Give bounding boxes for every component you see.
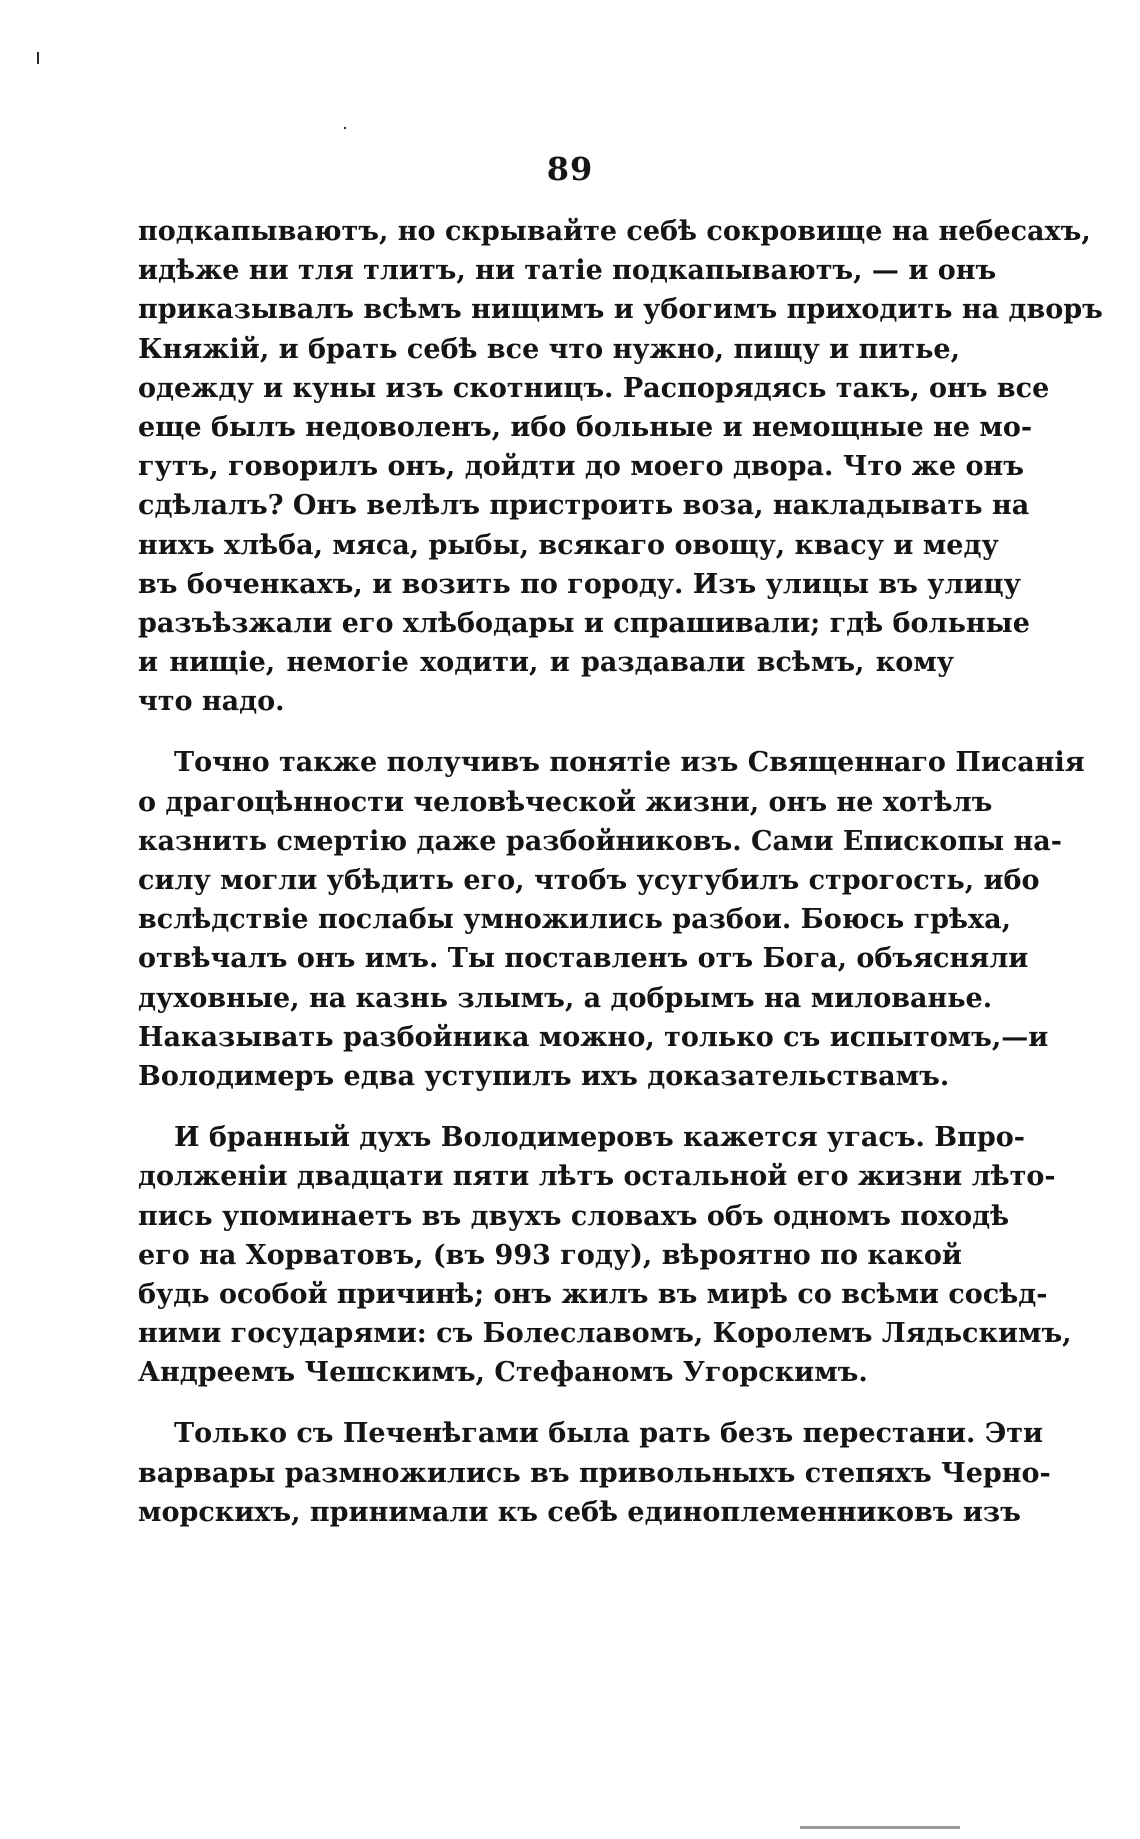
- text-line: одежду и куны изъ скотницъ. Распорядясь такъ, онъ все: [138, 372, 1050, 404]
- text-line: И бранный духъ Володимеровъ кажется угасъ. Впро-: [174, 1122, 1025, 1154]
- text-line: Андреемъ Чешскимъ, Стефаномъ Угорскимъ.: [138, 1357, 868, 1389]
- text-line: въ боченкахъ, и возить по городу. Изъ улицы въ улицу: [138, 568, 1021, 600]
- text-line: будь особой причинѣ; онъ жилъ въ мирѣ со всѣми сосѣд-: [138, 1278, 1048, 1310]
- text-line: его на Хорватовъ, (въ 993 году), вѣроятно по какой: [138, 1239, 962, 1271]
- text-line: духовные, на казнь злымъ, а добрымъ на милованье.: [138, 982, 993, 1014]
- paragraph: [138, 212, 1103, 721]
- text-line: о драгоцѣнности человѣческой жизни, онъ не хотѣлъ: [138, 786, 993, 818]
- paragraph: [138, 743, 1085, 1096]
- paragraph: [138, 1118, 1072, 1392]
- body-text: [138, 212, 1103, 1532]
- page-number: 89: [546, 150, 594, 188]
- text-line: морскихъ, принимали къ себѣ единоплеменниковъ изъ: [138, 1496, 1021, 1528]
- text-line: гутъ, говорилъ онъ, дойдти до моего двора. Что же онъ: [138, 451, 1024, 483]
- text-line: Володимеръ едва уступилъ ихъ доказательствамъ.: [138, 1060, 950, 1092]
- text-line: разъѣзжали его хлѣбодары и спрашивали; гдѣ больные: [138, 607, 1030, 639]
- paragraph: [138, 1414, 1051, 1532]
- text-line: приказывалъ всѣмъ нищимъ и убогимъ приходить на дворъ: [138, 294, 1103, 326]
- text-line: Княжій, и брать себѣ все что нужно, пищу и питье,: [138, 333, 960, 365]
- text-line: еще былъ недоволенъ, ибо больные и немощные не мо-: [138, 411, 1033, 443]
- text-line: и нищіе, немогіе ходити, и раздавали всѣмъ, кому: [138, 647, 954, 679]
- text-line: Только съ Печенѣгами была рать безъ перестани. Эти: [174, 1418, 1044, 1450]
- text-line: подкапываютъ, но скрывайте себѣ сокровище на небесахъ,: [138, 216, 1091, 247]
- scan-edge-mark: [800, 1826, 960, 1829]
- scan-speck: [344, 127, 346, 129]
- text-line: Точно также получивъ понятіе изъ Священнаго Писанія: [174, 747, 1085, 779]
- text-line: пись упоминаетъ въ двухъ словахъ объ одномъ походѣ: [138, 1200, 1010, 1232]
- text-line: нихъ хлѣба, мяса, рыбы, всякаго овощу, квасу и меду: [138, 529, 999, 561]
- text-line: сдѣлалъ? Онъ велѣлъ пристроить воза, накладывать на: [138, 490, 1030, 522]
- text-line: варвары размножились въ привольныхъ степяхъ Черно-: [138, 1457, 1051, 1489]
- text-line: Наказывать разбойника можно, только съ испытомъ,—и: [138, 1021, 1049, 1053]
- text-line: казнить смертію даже разбойниковъ. Сами Епископы на-: [138, 825, 1062, 857]
- paragraph-gap: [138, 1096, 954, 1118]
- text-line: что надо.: [138, 686, 285, 718]
- text-line: долженіи двадцати пяти лѣтъ остальной его жизни лѣто-: [138, 1161, 1056, 1193]
- text-line: идѣже ни тля тлитъ, ни татіе подкапываютъ, — и онъ: [138, 255, 997, 287]
- paragraph-gap: [138, 721, 954, 743]
- text-line: ними государями: съ Болеславомъ, Королемъ Лядьскимъ,: [138, 1318, 1072, 1350]
- scan-speck: [37, 52, 39, 64]
- text-line: отвѣчалъ онъ имъ. Ты поставленъ отъ Бога, объясняли: [138, 943, 1029, 975]
- text-line: силу могли убѣдить его, чтобъ усугубилъ строгость, ибо: [138, 865, 1040, 896]
- text-line: вслѣдствіе послабы умножились разбои. Боюсь грѣха,: [138, 904, 1012, 936]
- paragraph-gap: [138, 1392, 954, 1414]
